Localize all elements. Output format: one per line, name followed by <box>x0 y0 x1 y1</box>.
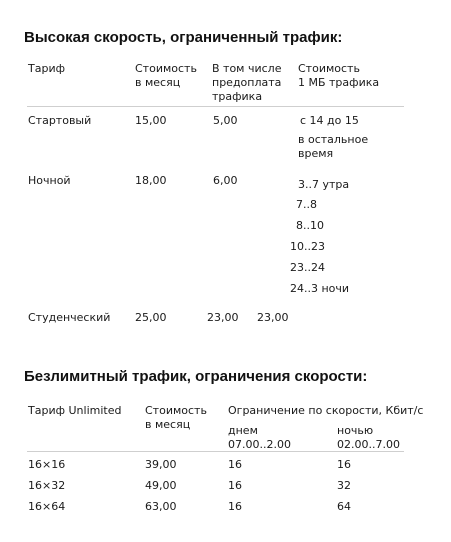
header-divider <box>27 451 404 452</box>
time-range: 7..8 <box>296 198 317 211</box>
header-prepaid-traffic: В том числе предоплата трафика <box>212 62 282 103</box>
header-tariff: Тариф <box>28 62 65 75</box>
day-speed: 16 <box>228 458 242 471</box>
tariff-name: Студенческий <box>28 311 111 324</box>
tariff-name: Стартовый <box>28 114 92 127</box>
time-range: с 14 до 15 <box>300 114 359 127</box>
unlimited-tariff-name: 16×32 <box>28 479 66 492</box>
header-per-mb-cost: Стоимость 1 МБ трафика <box>298 62 380 89</box>
day-speed: 16 <box>228 479 242 492</box>
time-range: 23..24 <box>290 261 325 274</box>
section1-title: Высокая скорость, ограниченный трафик: <box>24 29 343 46</box>
night-speed: 32 <box>337 479 351 492</box>
per-mb-cost: 23,00 <box>257 311 289 324</box>
monthly-cost: 49,00 <box>145 479 177 492</box>
tariff-name: Ночной <box>28 174 71 187</box>
header-tariff-unlimited: Тариф Unlimited <box>28 404 122 417</box>
time-range: 8..10 <box>296 219 324 232</box>
header-speed-limit: Ограничение по скорости, Кбит/с <box>228 404 424 417</box>
prepaid-traffic: 6,00 <box>213 174 238 187</box>
header-monthly-cost: Стоимость в месяц <box>135 62 197 89</box>
header-monthly-cost: Стоимость в месяц <box>145 404 207 431</box>
time-range: 10..23 <box>290 240 325 253</box>
prepaid-traffic: 23,00 <box>207 311 239 324</box>
header-night-period: ночью 02.00..7.00 <box>337 424 400 451</box>
monthly-cost: 15,00 <box>135 114 167 127</box>
time-range: 3..7 утра <box>298 178 350 191</box>
prepaid-traffic: 5,00 <box>213 114 238 127</box>
night-speed: 64 <box>337 500 351 513</box>
section2-title: Безлимитный трафик, ограничения скорости: <box>24 368 368 385</box>
unlimited-tariff-name: 16×64 <box>28 500 66 513</box>
header-day-period: днем 07.00..2.00 <box>228 424 291 451</box>
monthly-cost: 39,00 <box>145 458 177 471</box>
monthly-cost: 18,00 <box>135 174 167 187</box>
day-speed: 16 <box>228 500 242 513</box>
unlimited-tariff-name: 16×16 <box>28 458 66 471</box>
night-speed: 16 <box>337 458 351 471</box>
time-range: 24..3 ночи <box>290 282 350 295</box>
monthly-cost: 63,00 <box>145 500 177 513</box>
monthly-cost: 25,00 <box>135 311 167 324</box>
time-range: в остальное время <box>298 133 369 160</box>
header-divider <box>27 106 404 107</box>
